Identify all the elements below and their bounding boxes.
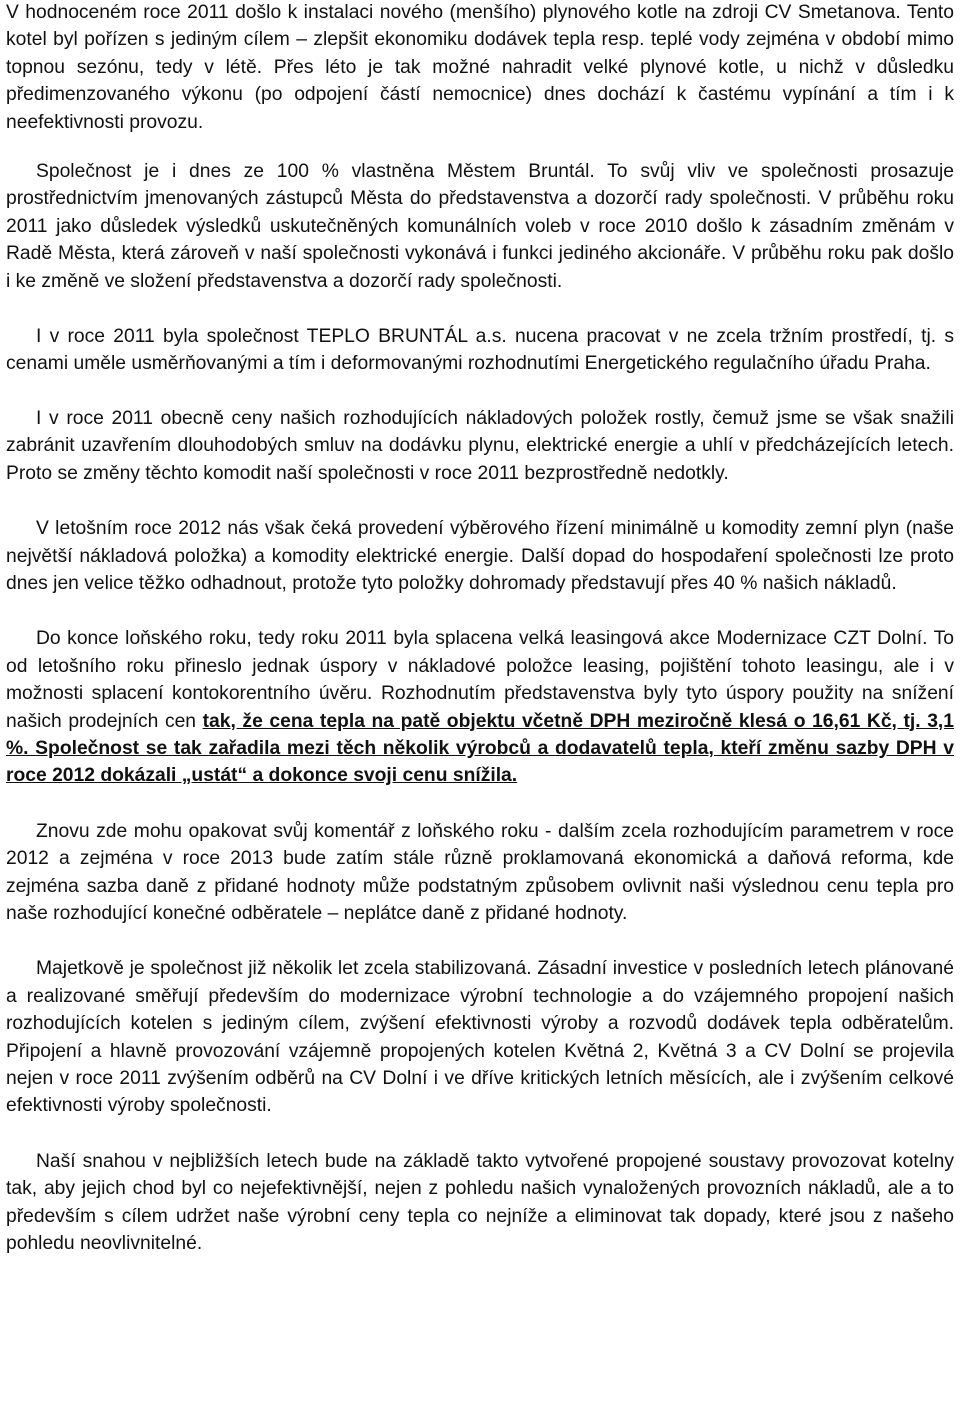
paragraph-leasing-price [6, 625, 954, 789]
paragraph-assets-investments: Majetkově je společnost již několik let zcela stabilizovaná. Zásadní investice v posledních letech plánované a realizované směřují především do modernizace výrobní technologie a do vzájemného propojení našich rozhodujících kotelen s jediným cílem, zvýšení efektivnosti výroby a rozvodů dodávek tepla odběratelům. Připojení a hlavně provozování vzájemně propojených kotelen Květná 2, Květná 3 a CV Dolní se projevila nejen v roce 2011 zvýšením odběrů na CV Dolní i ve dříve kritických letních měsících, ale i zvýšením celkové efektivnosti výroby společnosti. [6, 958, 954, 1117]
paragraph-tax-reform: Znovu zde mohu opakovat svůj komentář z loňského roku - dalším zcela rozhodujícím parametrem v roce 2012 a zejména v roce 2013 bude zatím stále různě proklamovaná ekonomická a daňová reforma, kde zejména sazba daně z přidané hodnoty může podstatným způsobem ovlivnit naši výslednou cenu tepla pro naše rozhodující konečné odběratele – neplátce daně z přidané hodnoty. [6, 820, 954, 924]
paragraph-tender-2012: V letošním roce 2012 nás však čeká provedení výběrového řízení minimálně u komodity zemní plyn (naše největší nákladová položka) a komodity elektrické energie. Další dopad do hospodaření společnosti lze proto dnes jen velice těžko odhadnout, protože tyto položky dohromady představují přes 40 % našich nákladů. [6, 518, 954, 594]
paragraph-future-goals: Naší snahou v nejbližších letech bude na základě takto vytvořené propojené soustavy provozovat kotelny tak, aby jejich chod byl co nejefektivnější, nejen z pohledu našich vynaložených provozních nákladů, ale a to především s cílem udržet naše výrobní ceny tepla co nejníže a eliminovat tak dopady, které jsou z našeho pohledu neovlivnitelné. [6, 1150, 954, 1255]
leasing-text: Do konce loňského roku, tedy roku 2011 byla splacena velká leasingová akce Modernizace CZT Dolní. To od letošního roku přineslo jednak úspory v nákladové položce leasing, pojištění tohoto leasingu, ale i v možnosti splacení kontokorentního úvěru. Rozhodnutím představenstva byly tyto úspory použity na snížení našich prodejních cen [6, 628, 954, 732]
price-decrease-emphasis: tak, že cena tepla na patě objektu včetně DPH meziročně klesá o 16,61 Kč, tj. 3,1 %. Společnost se tak zařadila mezi těch několik výrobců a dodavatelů tepla, kteří změnu sazby DPH v roce 2012 dokázali „ustát“ a dokonce svoji cenu snížila. [6, 710, 954, 787]
paragraph-ownership: Společnost je i dnes ze 100 % vlastněna Městem Bruntál. To svůj vliv ve společnosti prosazuje prostřednictvím jmenovaných zástupců Města do představenstva a dozorčí rady společnosti. V průběhu roku 2011 jako důsledek výsledků uskutečněných komunálních voleb v roce 2010 došlo k zásadním změnám v Radě Města, která zároveň v naší společnosti vykonává i funkci jediného akcionáře. V průběhu roku pak došlo i ke změně ve složení představenstva a dozorčí rady společnosti. [6, 161, 954, 292]
paragraph-regulated-environment: I v roce 2011 byla společnost TEPLO BRUNTÁL a.s. nucena pracovat v ne zcela tržním prostředí, tj. s cenami uměle usměrňovanými a tím i deformovanými rozhodnutími Energetického regulačního úřadu Praha. [6, 326, 954, 375]
paragraph-cost-items: I v roce 2011 obecně ceny našich rozhodujících nákladových položek rostly, čemuž jsme se však snažili zabránit uzavřením dlouhodobých smluv na dodávku plynu, elektrické energie a uhlí v předcházejících letech. Proto se změny těchto komodit naší společnosti v roce 2011 bezprostředně nedotkly. [6, 407, 954, 484]
paragraph-boiler-installation: V hodnoceném roce 2011 došlo k instalaci nového (menšího) plynového kotle na zdroji CV Smetanova. Tento kotel byl pořízen s jediným cílem – zlepšit ekonomiku dodávek tepla resp. teplé vody zejména v období mimo topnou sezónu, tedy v létě. Přes léto je tak možné nahradit velké plynové kotle, u nichž v důsledku předimenzovaného výkonu (po odpojení částí nemocnice) dnes dochází k častému vypínání a tím i k neefektivnosti provozu. [6, 2, 954, 133]
